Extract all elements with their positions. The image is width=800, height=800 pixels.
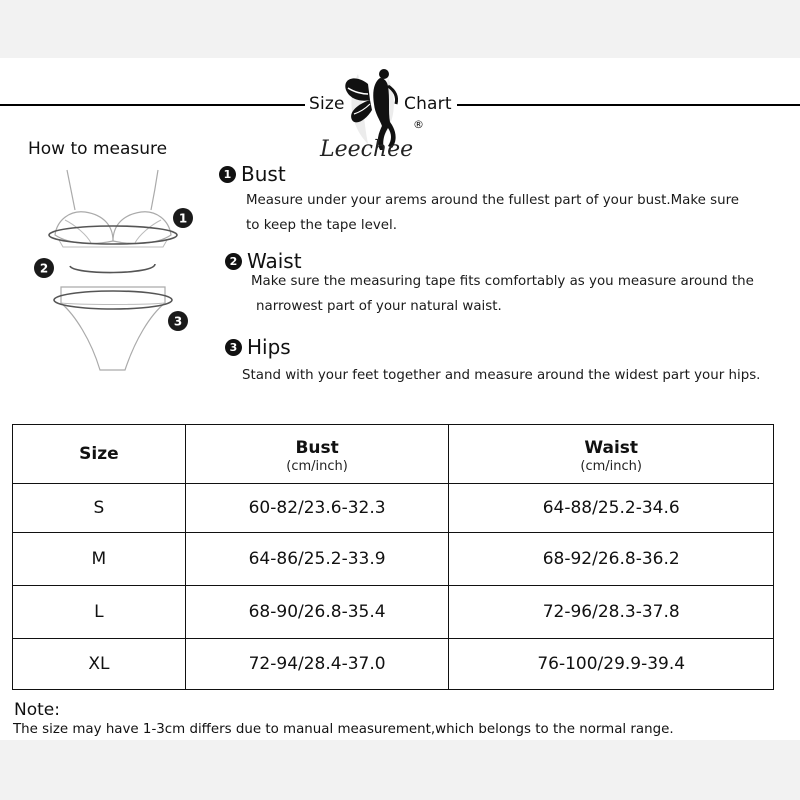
step-hips-heading [225,335,291,359]
header-size: Size [13,425,186,484]
table-row [13,586,774,639]
bikini-measurement-diagram-icon [25,165,200,375]
cell-waist: 76-100/29.9-39.4 [449,639,774,690]
cell-size: M [13,533,186,586]
table-row [13,639,774,690]
cell-size: S [13,484,186,533]
size-table [12,424,774,690]
cell-size: L [13,586,186,639]
svg-text:Leechee: Leechee [320,137,414,160]
svg-text:3: 3 [173,314,183,329]
cell-waist: 64-88/25.2-34.6 [449,484,774,533]
number-2-icon: 2 [225,253,242,270]
header-rule-left [0,104,305,106]
title-size-word: Size [309,94,345,114]
step-hips-title: Hips [247,335,291,359]
how-to-measure-title: How to measure [28,139,168,159]
step-bust-description [246,188,739,238]
number-1-icon: 1 [219,166,236,183]
table-row [13,484,774,533]
step-waist-line-1: Make sure the measuring tape fits comfortably as you measure around the [251,274,754,289]
cell-waist: 68-92/26.8-36.2 [449,533,774,586]
note-body: The size may have 1-3cm differs due to manual measurement,which belongs to the normal range. [13,722,674,737]
step-waist-description [251,269,754,319]
title-chart-word: Chart [404,94,452,114]
header-waist-unit: (cm/inch) [580,459,642,474]
step-bust-line-2: to keep the tape level. [246,218,397,233]
step-waist-line-2: narrowest part of your natural waist. [256,299,502,314]
step-hips-line-1: Stand with your feet together and measure around the widest part your hips. [242,368,761,383]
step-hips-description [242,363,760,388]
cell-bust: 72-94/28.4-37.0 [185,639,449,690]
cell-size: XL [13,639,186,690]
header-rule-right [457,104,800,106]
step-bust-heading [219,162,286,186]
step-waist-title: Waist [247,249,302,273]
cell-bust: 60-82/23.6-32.3 [185,484,449,533]
svg-text:2: 2 [39,261,49,276]
table-header-row [13,425,774,484]
note-title: Note: [14,700,60,720]
header-bust: Bust (cm/inch) [185,425,449,484]
step-bust-title: Bust [241,162,286,186]
registered-mark: ® [413,118,424,131]
header-waist: Waist (cm/inch) [449,425,774,484]
step-bust-line-1: Measure under your arems around the fullest part of your bust.Make sure [246,193,740,208]
table-row [13,533,774,586]
cell-bust: 64-86/25.2-33.9 [185,533,449,586]
number-3-icon: 3 [225,339,242,356]
svg-text:1: 1 [178,211,188,226]
cell-bust: 68-90/26.8-35.4 [185,586,449,639]
header-bust-unit: (cm/inch) [286,459,348,474]
cell-waist: 72-96/28.3-37.8 [449,586,774,639]
